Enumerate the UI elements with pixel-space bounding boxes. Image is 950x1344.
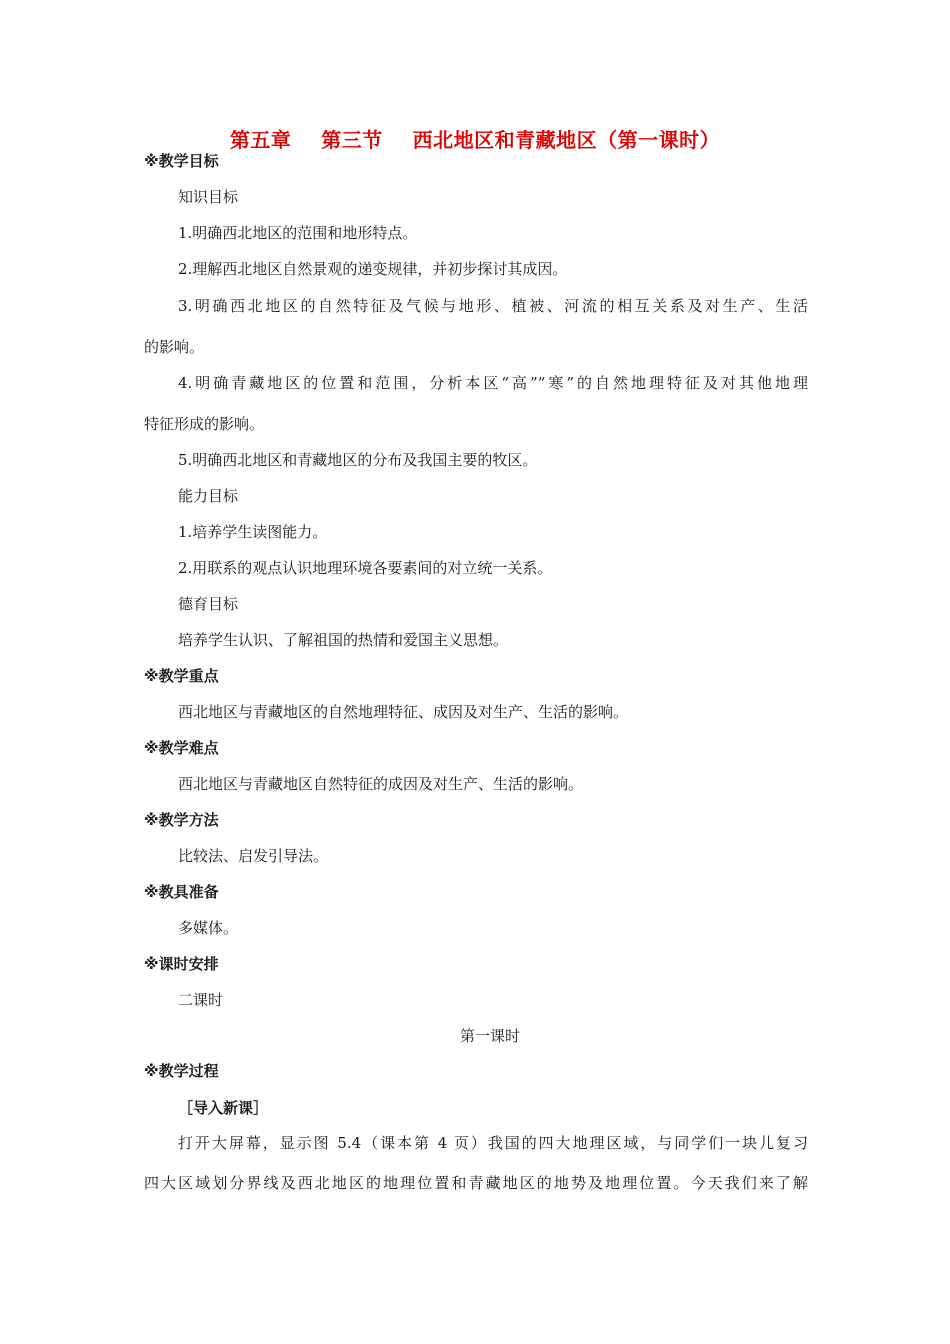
key-points-heading: ※教学重点 bbox=[144, 667, 219, 685]
ability-item-2: 2.用联系的观点认识地理环境各要素间的对立统一关系。 bbox=[178, 559, 553, 577]
objectives-heading: ※教学目标 bbox=[144, 152, 219, 170]
tools-heading: ※教具准备 bbox=[144, 883, 219, 901]
page-title: 第五章 第三节 西北地区和青藏地区（第一课时） bbox=[229, 128, 721, 152]
process-heading: ※教学过程 bbox=[144, 1062, 219, 1080]
process-paragraph-line-2: 四大区域划分界线及西北地区的地理位置和青藏地区的地势及地理位置。今天我们来了解 bbox=[144, 1174, 808, 1192]
knowledge-item-4-line-2: 特征形成的影响。 bbox=[144, 415, 265, 433]
moral-objectives-label: 德育目标 bbox=[178, 595, 239, 613]
knowledge-item-4-line-1: 4.明确青藏地区的位置和范围，分析本区“高”“寒”的自然地理特征及对其他地理 bbox=[178, 374, 808, 392]
difficulties-heading: ※教学难点 bbox=[144, 739, 219, 757]
schedule-text: 二课时 bbox=[178, 991, 224, 1009]
lesson-label: 第一课时 bbox=[459, 1027, 520, 1045]
process-paragraph-line-1: 打开大屏幕，显示图 5.4（课本第 4 页）我国的四大地理区域，与同学们一块儿复习 bbox=[178, 1134, 808, 1152]
difficulties-text: 西北地区与青藏地区自然特征的成因及对生产、生活的影响。 bbox=[178, 775, 584, 793]
ability-item-1: 1.培养学生读图能力。 bbox=[178, 523, 328, 541]
knowledge-item-3-line-2: 的影响。 bbox=[144, 338, 205, 356]
intro-label: ［导入新课］ bbox=[178, 1099, 269, 1117]
methods-text: 比较法、启发引导法。 bbox=[178, 847, 329, 865]
moral-item-1: 培养学生认识、了解祖国的热情和爱国主义思想。 bbox=[178, 631, 509, 649]
tools-text: 多媒体。 bbox=[178, 919, 239, 937]
knowledge-item-1: 1.明确西北地区的范围和地形特点。 bbox=[178, 224, 418, 242]
knowledge-item-2: 2.理解西北地区自然景观的递变规律，并初步探讨其成因。 bbox=[178, 260, 568, 278]
schedule-heading: ※课时安排 bbox=[144, 955, 219, 973]
methods-heading: ※教学方法 bbox=[144, 811, 219, 829]
key-points-text: 西北地区与青藏地区的自然地理特征、成因及对生产、生活的影响。 bbox=[178, 703, 629, 721]
knowledge-objectives-label: 知识目标 bbox=[178, 188, 239, 206]
ability-objectives-label: 能力目标 bbox=[178, 487, 239, 505]
knowledge-item-3-line-1: 3.明确西北地区的自然特征及气候与地形、植被、河流的相互关系及对生产、生活 bbox=[178, 297, 808, 315]
knowledge-item-5: 5.明确西北地区和青藏地区的分布及我国主要的牧区。 bbox=[178, 451, 538, 469]
